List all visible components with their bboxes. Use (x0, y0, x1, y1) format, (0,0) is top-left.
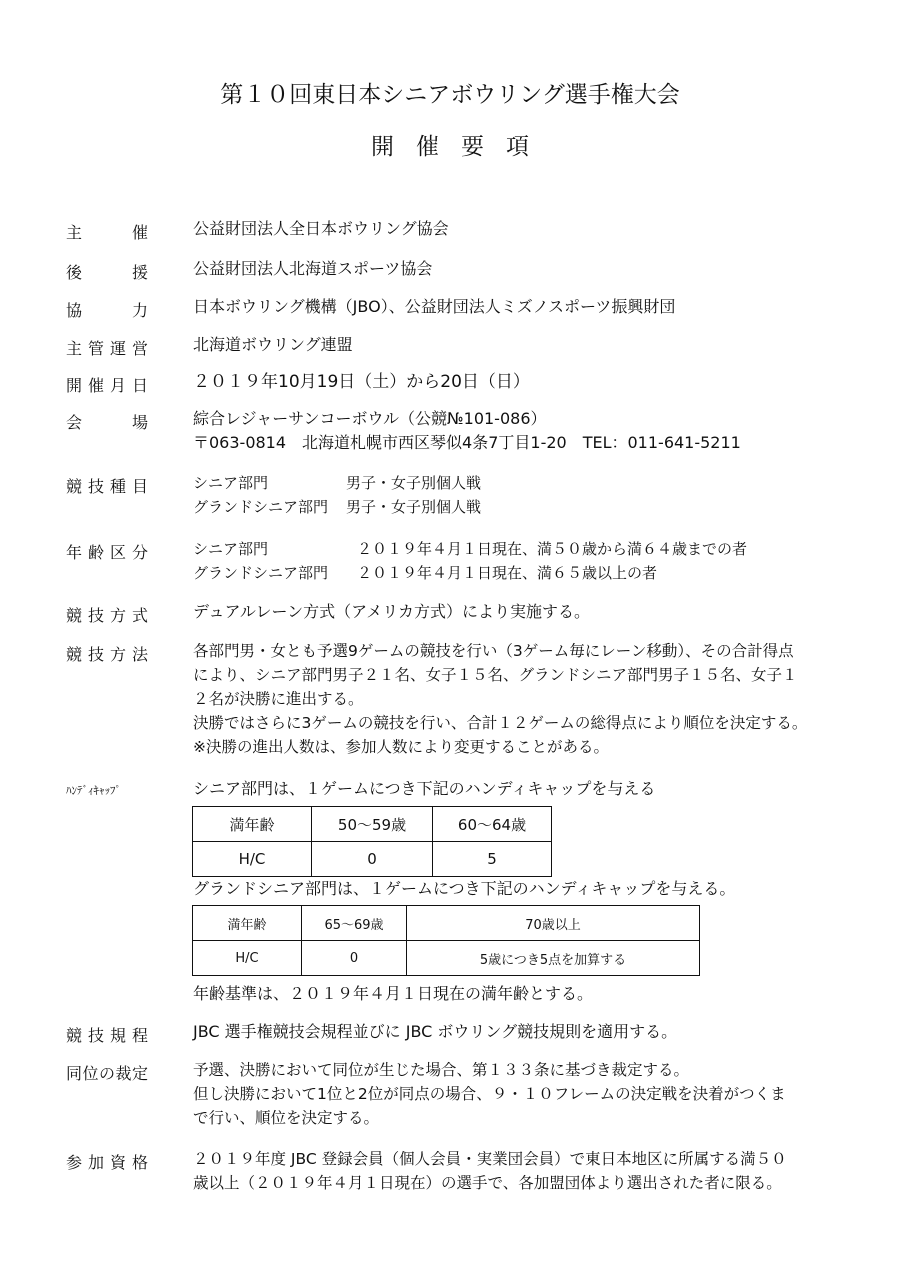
document-title: 第１０回東日本シニアボウリング選手権大会 (220, 82, 680, 108)
label-char: 技 (87, 1026, 104, 1045)
age-grand-senior-value: ２０１９年４月１日現在、満６５歳以上の者 (357, 564, 658, 582)
venue-block (193, 407, 741, 455)
handicap-intro-grand: グランドシニア部門は、１ゲームにつき下記のハンディキャップを与える。 (193, 879, 736, 898)
label-date (66, 373, 148, 396)
table-cell: 満年齢 (193, 906, 302, 941)
label-char: 後 (66, 263, 83, 282)
division-grand-senior: グランドシニア部門 (193, 564, 329, 582)
age-senior-value: ２０１９年４月１日現在、満５０歳から満６４歳までの者 (357, 540, 748, 558)
label-char: 協 (66, 301, 83, 320)
method-line: ２名が決勝に進出する。 (193, 690, 364, 708)
label-char: 営 (131, 339, 148, 358)
label-char: 定 (131, 1064, 148, 1083)
events-grand-senior-value: 男子・女子別個人戦 (346, 498, 482, 516)
label-cooperation (66, 298, 148, 321)
label-char: 加 (87, 1153, 104, 1172)
label-char: 催 (87, 376, 104, 395)
table-cell: 60～64歳 (433, 807, 552, 842)
table-cell: 70歳以上 (407, 906, 700, 941)
table-row (193, 941, 700, 976)
label-age (66, 540, 148, 563)
label-char: 主 (66, 223, 83, 242)
table-cell: 0 (302, 941, 407, 976)
label-management (66, 336, 148, 359)
tie-block (193, 1058, 786, 1130)
eligibility-line: 歳以上（２０１９年４月１日現在）の選手で、各加盟団体より選出された者に限る。 (193, 1174, 782, 1192)
table-cell: H/C (193, 941, 302, 976)
label-char: 目 (131, 477, 148, 496)
table-row (193, 842, 552, 877)
label-char: 方 (109, 645, 126, 664)
events-block (193, 471, 481, 519)
label-char: 場 (131, 413, 148, 432)
tie-line: 但し決勝において1位と2位が同点の場合、９・１０フレームの決定戦を決着がつくま (193, 1085, 786, 1103)
table-cell: 満年齢 (193, 807, 312, 842)
handicap-intro-senior: シニア部門は、１ゲームにつき下記のハンディキャップを与える (193, 779, 656, 798)
label-char: 運 (109, 339, 126, 358)
eligibility-block (193, 1147, 787, 1195)
label-char: 資 (109, 1153, 126, 1172)
label-char: 催 (131, 223, 148, 242)
label-rules (66, 1023, 148, 1046)
label-char: 日 (131, 376, 148, 395)
label-handicap (66, 782, 148, 798)
table-row (193, 906, 700, 941)
table-cell: 5歳につき5点を加算する (407, 941, 700, 976)
table-cell: 50～59歳 (312, 807, 433, 842)
label-text: ﾊﾝﾃﾞｨｷｬｯﾌﾟ (66, 784, 121, 797)
method-line: ※決勝の進出人数は、参加人数により変更することがある。 (193, 738, 609, 756)
venue-name: 綜合レジャーサンコーボウル（公競№101-086） (193, 409, 547, 428)
tie-line: で行い、順位を決定する。 (193, 1109, 380, 1127)
method-line: 決勝ではさらに3ゲームの競技を行い、合計１２ゲームの総得点により順位を決定する。 (193, 714, 808, 732)
label-organizer (66, 220, 148, 243)
label-char: 技 (87, 477, 104, 496)
age-block (193, 537, 747, 585)
rules-text: JBC 選手権競技会規程並びに JBC ボウリング競技規則を適用する。 (193, 1022, 678, 1041)
management-text: 北海道ボウリング連盟 (193, 335, 353, 354)
label-char: 管 (87, 339, 104, 358)
division-grand-senior: グランドシニア部門 (193, 498, 329, 516)
label-char: 競 (66, 645, 83, 664)
label-char: 競 (66, 606, 83, 625)
table-cell: 5 (433, 842, 552, 877)
label-char: 程 (131, 1026, 148, 1045)
venue-address: 〒063-0814 北海道札幌市西区琴似4条7丁目1-20 TEL：011-641-5211 (193, 433, 741, 452)
division-senior: シニア部門 (193, 540, 269, 558)
label-char: 援 (131, 263, 148, 282)
cooperation-text: 日本ボウリング機構（JBO）、公益財団法人ミズノスポーツ振興財団 (193, 297, 676, 316)
label-support (66, 260, 148, 283)
label-events (66, 474, 148, 497)
label-char: 力 (131, 301, 148, 320)
document-subtitle: 開催要項 (371, 134, 551, 160)
label-format (66, 603, 148, 626)
label-char: 規 (109, 1026, 126, 1045)
handicap-table-senior (192, 806, 552, 877)
events-senior-value: 男子・女子別個人戦 (346, 474, 482, 492)
label-char: 法 (131, 645, 148, 664)
label-char: 同 (66, 1064, 83, 1083)
label-char: 競 (66, 477, 83, 496)
label-char: 格 (131, 1153, 148, 1172)
label-char: の (98, 1064, 115, 1083)
label-char: 参 (66, 1153, 83, 1172)
label-char: 裁 (115, 1064, 132, 1083)
label-char: 会 (66, 413, 83, 432)
method-line: により、シニア部門男子２１名、女子１５名、グランドシニア部門男子１５名、女子１ (193, 666, 798, 684)
label-char: 主 (66, 339, 83, 358)
label-char: 式 (131, 606, 148, 625)
label-tie (66, 1061, 148, 1084)
method-line: 各部門男・女とも予選9ゲームの競技を行い（3ゲーム毎にレーン移動）、その合計得点 (193, 642, 794, 660)
eligibility-line: ２０１９年度 JBC 登録会員（個人会員・実業団会員）で東日本地区に所属する満５０ (193, 1150, 787, 1168)
table-row (193, 807, 552, 842)
date-text: ２０１９年10月19日（土）から20日（日） (193, 372, 530, 392)
label-eligibility (66, 1150, 148, 1173)
label-method (66, 642, 148, 665)
label-char: 開 (66, 376, 83, 395)
handicap-table-grand (192, 905, 700, 976)
label-char: 方 (109, 606, 126, 625)
division-senior: シニア部門 (193, 474, 269, 492)
table-cell: 65～69歳 (302, 906, 407, 941)
label-char: 技 (87, 606, 104, 625)
format-text: デュアルレーン方式（アメリカ方式）により実施する。 (193, 602, 591, 621)
label-char: 区 (109, 543, 126, 562)
label-char: 分 (131, 543, 148, 562)
handicap-note: 年齢基準は、２０１９年４月１日現在の満年齢とする。 (193, 984, 594, 1003)
label-char: 競 (66, 1026, 83, 1045)
label-char: 位 (82, 1064, 99, 1083)
method-block (193, 639, 807, 759)
tie-line: 予選、決勝において同位が生じた場合、第１３３条に基づき裁定する。 (193, 1061, 690, 1079)
label-venue (66, 410, 148, 433)
support-text: 公益財団法人北海道スポーツ協会 (193, 259, 433, 278)
label-char: 年 (66, 543, 83, 562)
label-char: 種 (109, 477, 126, 496)
label-char: 齢 (87, 543, 104, 562)
organizer-text: 公益財団法人全日本ボウリング協会 (193, 219, 449, 238)
label-char: 月 (109, 376, 126, 395)
label-char: 技 (87, 645, 104, 664)
table-cell: 0 (312, 842, 433, 877)
table-cell: H/C (193, 842, 312, 877)
